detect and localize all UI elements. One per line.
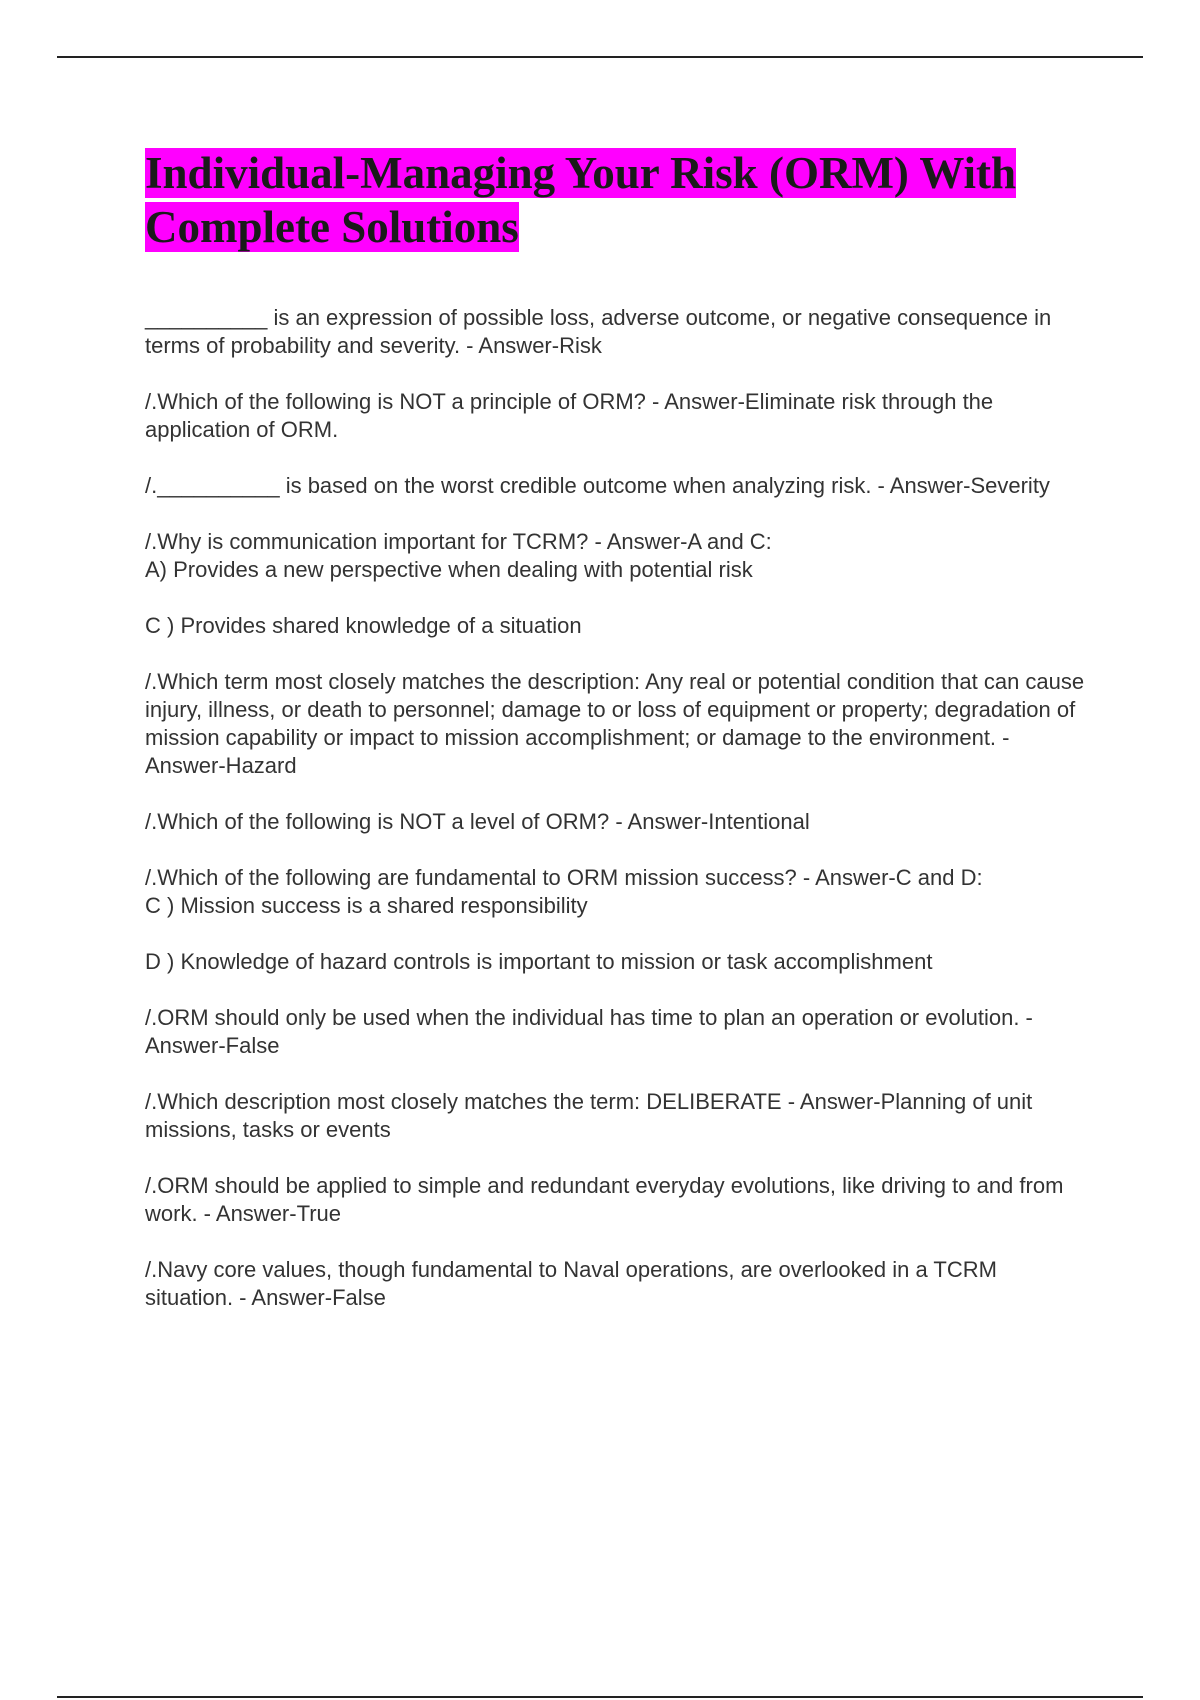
qa-text: __________ is an expression of possible loss, adverse outcome, or negative consequence in terms of probability and severity. - Answer-Risk (145, 305, 1052, 358)
qa-text: C ) Mission success is a shared responsibility (145, 893, 588, 918)
qa-item (145, 304, 1085, 360)
qa-item (145, 528, 1085, 584)
bottom-rule (57, 1696, 1143, 1698)
qa-text: /.__________ is based on the worst credible outcome when analyzing risk. - Answer-Severity (145, 473, 1050, 498)
qa-text: /.Which of the following is NOT a principle of ORM? - Answer-Eliminate risk through the application of ORM. (145, 389, 994, 442)
qa-text: /.Navy core values, though fundamental to Naval operations, are overlooked in a TCRM situation. - Answer-False (145, 1257, 997, 1310)
qa-item (145, 472, 1085, 500)
top-rule (57, 56, 1143, 58)
qa-text: /.Which of the following are fundamental to ORM mission success? - Answer-C and D: (145, 865, 983, 890)
qa-text: /.Which description most closely matches the term: DELIBERATE - Answer-Planning of unit missions, tasks or events (145, 1089, 1033, 1142)
qa-item (145, 1172, 1085, 1228)
qa-item (145, 864, 1085, 920)
qa-text: A) Provides a new perspective when dealing with potential risk (145, 557, 753, 582)
qa-text: D ) Knowledge of hazard controls is important to mission or task accomplishment (145, 949, 933, 974)
qa-item (145, 808, 1085, 836)
qa-item (145, 1256, 1085, 1312)
qa-text: /.ORM should be applied to simple and redundant everyday evolutions, like driving to and from work. - Answer-True (145, 1173, 1064, 1226)
qa-text: /.Which term most closely matches the description: Any real or potential condition that can cause injury, illness, or death to personnel; damage to or loss of equipment or property; degradation of mission capability or impact to mission accomplishment; or damage to the environment. - Answer-Hazard (145, 669, 1085, 778)
qa-text: /.Why is communication important for TCRM? - Answer-A and C: (145, 529, 772, 554)
qa-item (145, 668, 1085, 780)
qa-item (145, 388, 1085, 444)
qa-text: C ) Provides shared knowledge of a situation (145, 613, 582, 638)
document-title (145, 146, 1085, 254)
qa-item (145, 1088, 1085, 1144)
qa-list (145, 304, 1085, 1312)
qa-item (145, 612, 1085, 640)
qa-item (145, 1004, 1085, 1060)
qa-text: /.ORM should only be used when the individual has time to plan an operation or evolution. - Answer-False (145, 1005, 1033, 1058)
title-highlight: Individual-Managing Your Risk (ORM) With Complete Solutions (145, 148, 1017, 252)
qa-text: /.Which of the following is NOT a level of ORM? - Answer-Intentional (145, 809, 810, 834)
document-body (145, 146, 1085, 1340)
qa-item (145, 948, 1085, 976)
